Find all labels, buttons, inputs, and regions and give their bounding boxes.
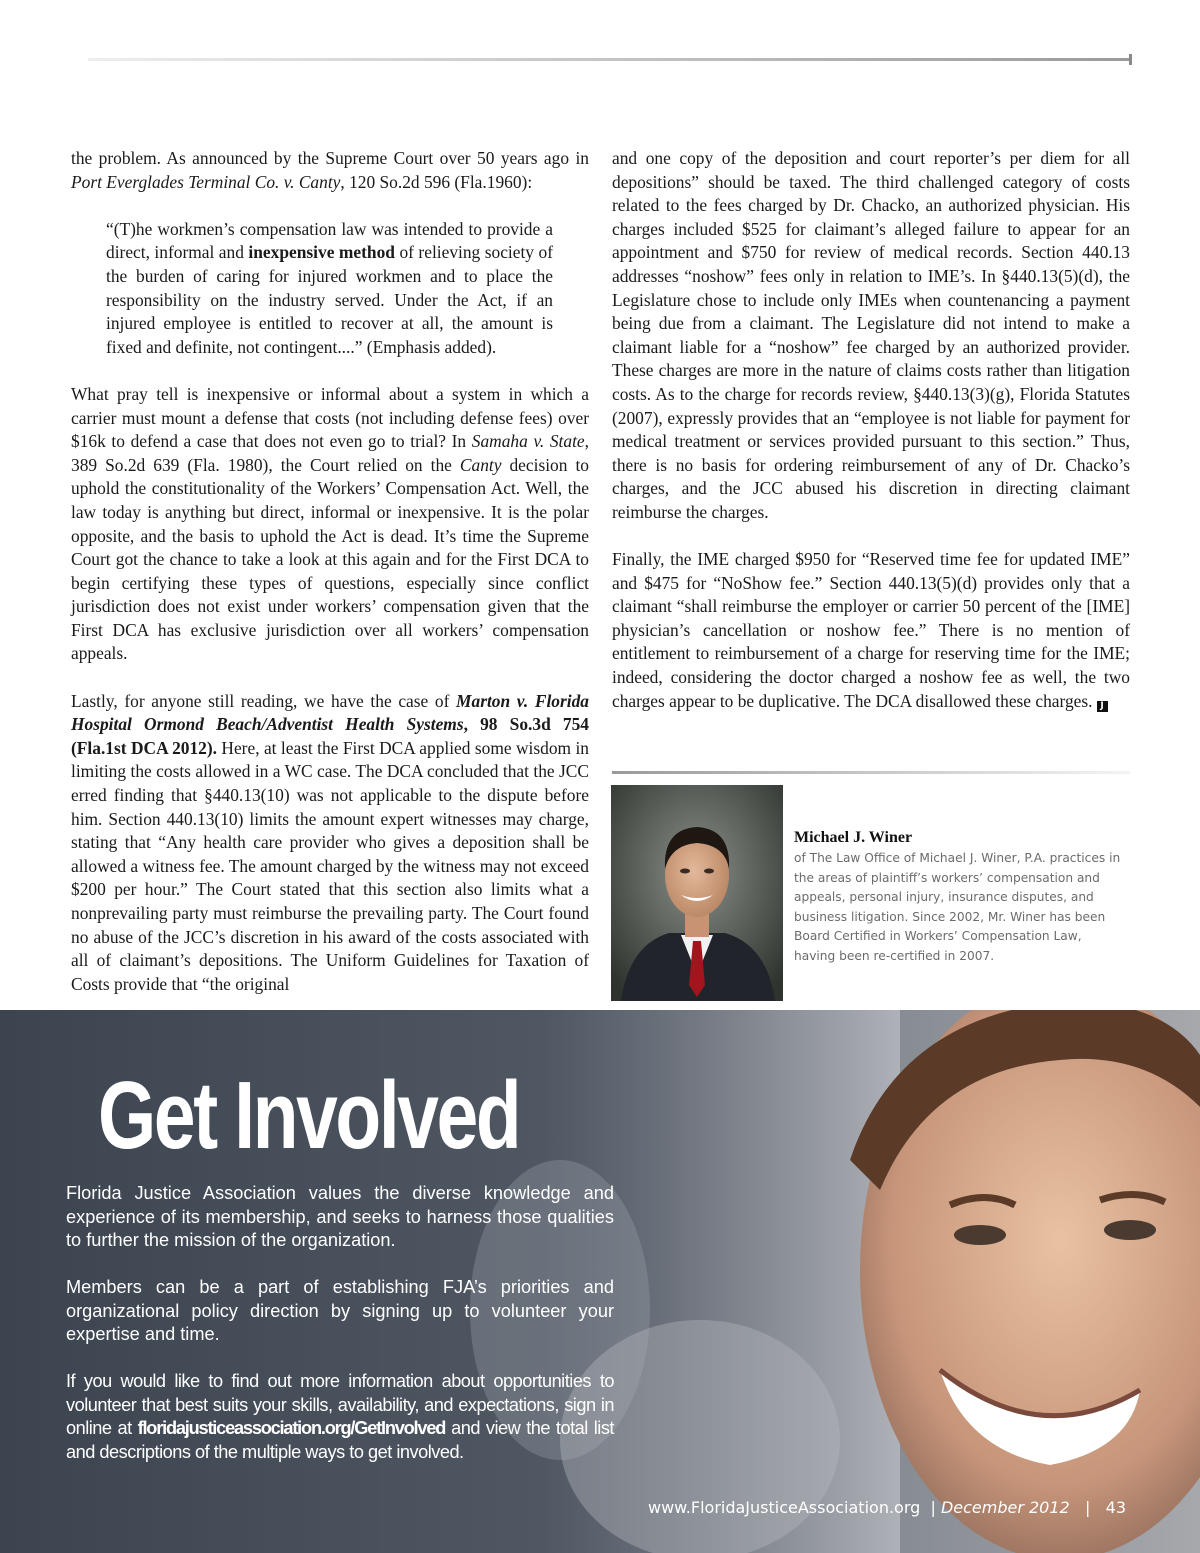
bio-divider bbox=[612, 771, 1130, 774]
paragraph: and one copy of the deposition and court reporter’s per diem for all depositions” should be taxed. The third challenged category of costs related to the fees charged by Dr. Chacko, an authorized physician. His charges included $525 for claimant’s alleged failure to appear for an appointment and $750 for review of medical records. Section 440.13 addresses “noshow” fees only in relation to IME’s. In §440.13(5)(d), the Legislature chose to include only IMEs when countenancing a payment being due from a claimant. The Legislature did not intend to make a claimant liable for a “noshow” fee charged by an authorized provider. These charges are more in the nature of claims costs rather than litigation costs. As to the charge for records review, §440.13(3)(g), Florida Statutes (2007), expressly provides that an “employee is not liable for payment for medical treatment or services provided pursuant to this section.” Thus, there is no basis for ordering reimbursement of any of Dr. Chacko’s charges, and the JCC abused his discretion in directing claimant reimburse the charges. bbox=[612, 148, 1130, 522]
end-of-article-icon: J bbox=[1097, 701, 1108, 712]
get-involved-banner bbox=[0, 1010, 1200, 1553]
case-citation: Port Everglades Terminal Co. v. Canty bbox=[71, 171, 341, 192]
paragraph: Members can be a part of establishing FJA’s priorities and organizational policy direction by signing up to volunteer your expertise and time. bbox=[66, 1277, 614, 1344]
author-bio bbox=[794, 827, 1124, 967]
article-left-column bbox=[71, 147, 589, 996]
paragraph: What pray tell is inexpensive or informal about a system in which a carrier must mount a defense that costs (not including defense fees) over $16k to defend a case that does not even go to trial? In Samaha v. State, 389 So.2d 639 (Fla. 1980), the Court relied on the Canty decision to uphold the constitutionality of the Workers’ Compensation Act. Well, the law today is anything but direct, informal or inexpensive. It is the polar opposite, and the basis to uphold the Act is dead. It’s time the Supreme Court got the chance to take a look at this again and for the First DCA to begin certifying these types of questions, especially since conflict jurisdiction does not exist under workers’ compensation given that the First DCA has exclusive jurisdiction over all workers’ compensation appeals. bbox=[71, 383, 589, 664]
header-rule-cap bbox=[1129, 54, 1132, 65]
emphasis: inexpensive method bbox=[248, 242, 395, 263]
get-involved-title: Get Involved bbox=[98, 1062, 520, 1169]
paragraph: the problem. As announced by the Supreme Court over 50 years ago in Port Everglades Terminal Co. v. Canty, 120 So.2d 596 (Fla.1960): bbox=[71, 148, 589, 192]
paragraph: Lastly, for anyone still reading, we have the case of Marton v. Florida Hospital Ormond Beach/Adventist Health Systems, 98 So.3d 754 (Fla.1st DCA 2012). Here, at least the First DCA applied some wisdom in limiting the costs allowed in a WC case. The DCA concluded that the JCC erred finding that §440.13(10) was not applicable to the dispute before him. Section 440.13(10) limits the amount expert witnesses may charge, stating that “Any health care provider who gives a deposition shall be allowed a witness fee. The amount charged by the witness may not exceed $200 per hour.” The Court stated that this section also limits what a nonprevailing party must reimburse the prevailing party. The Court found no abuse of the JCC’s discretion in his award of the costs associated with all of claimant’s depositions. The Uniform Guidelines for Taxation of Costs provide that “the original bbox=[71, 690, 589, 994]
header-rule bbox=[88, 58, 1132, 61]
footer-separator: | bbox=[1084, 1498, 1091, 1517]
get-involved-text bbox=[66, 1182, 614, 1488]
page-footer bbox=[648, 1498, 1126, 1517]
author-description: of The Law Office of Michael J. Winer, P.A. practices in the areas of plaintiff’s workers’ compensation and appeals, personal injury, insurance disputes, and business litigation. Since 2002, Mr. Winer has been Board Certified in Workers’ Compensation Law, having been re-certified in 2007. bbox=[794, 851, 1121, 963]
author-name: Michael J. Winer bbox=[794, 829, 913, 846]
case-citation: Canty bbox=[459, 454, 502, 475]
paragraph: Finally, the IME charged $950 for “Reserved time fee for updated IME” and $475 for “NoShow fee.” Section 440.13(5)(d) provides only that a claimant “shall reimburse the employer or carrier 50 percent of the [IME] physician’s cancellation or noshow fee.” There is no mention of entitlement to reimbursement of a charge for reserving time for the IME; indeed, considering the doctor charged a noshow fee as well, the two charges appear to be duplicative. The DCA disallowed these charges. J bbox=[612, 549, 1130, 711]
paragraph: If you would like to find out more information about opportunities to volunteer that best suits your skills, availability, and expectations, sign in online at floridajusticeassociation.org/GetInvolved and view the total list and descriptions of the multiple ways to get involved. bbox=[66, 1371, 614, 1462]
footer-issue-date: December 2012 bbox=[940, 1498, 1070, 1517]
footer-separator: | bbox=[930, 1498, 936, 1517]
footer-website[interactable]: www.FloridaJusticeAssociation.org bbox=[648, 1498, 921, 1517]
case-citation: Marton v. Florida Hospital Ormond Beach/Adventist Health Systems bbox=[71, 690, 589, 735]
author-photo bbox=[611, 785, 783, 1001]
page-number: 43 bbox=[1105, 1498, 1126, 1517]
case-citation: Samaha v. State bbox=[471, 431, 585, 452]
block-quote: “(T)he workmen’s compensation law was intended to provide a direct, informal and inexpensive method of relieving society of the burden of caring for injured workmen and to place the responsibility on the industry served. Under the Act, if an injured employee is entitled to recover at all, the amount is fixed and definite, not contingent....” (Emphasis added). bbox=[106, 218, 553, 357]
case-cite-number: , 98 So.3d 754 (Fla.1st DCA 2012). bbox=[71, 714, 589, 758]
get-involved-link[interactable]: floridajusticeassociation.org/GetInvolved bbox=[137, 1418, 446, 1438]
paragraph: Florida Justice Association values the diverse knowledge and experience of its membership, and seeks to harness those qualities to further the mission of the organization. bbox=[66, 1183, 614, 1250]
article-right-column bbox=[612, 147, 1130, 713]
